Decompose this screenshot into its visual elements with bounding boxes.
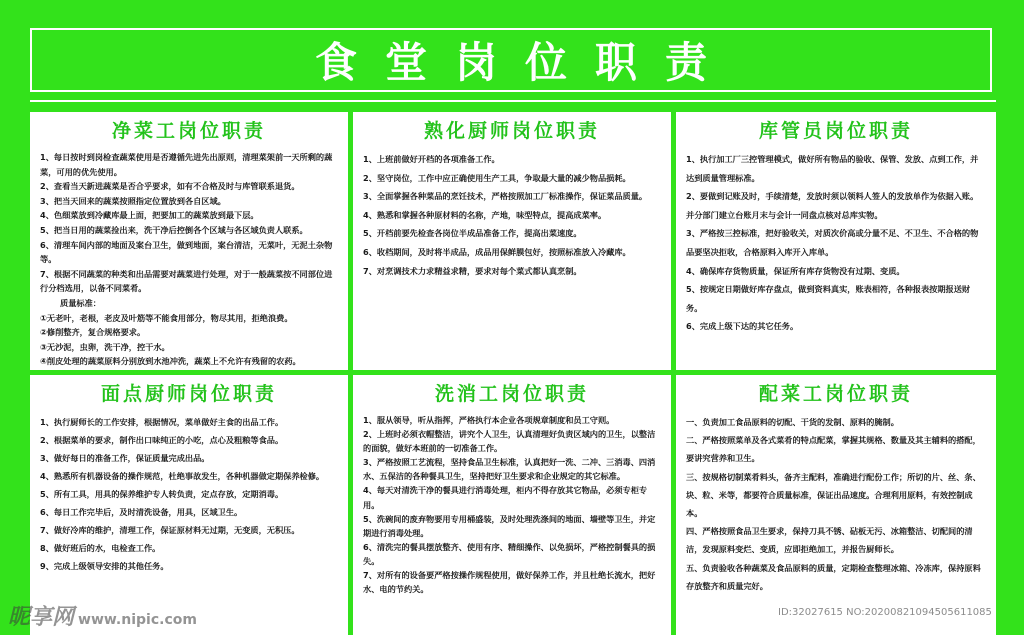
duty-line: 6、清理车间内部的地面及案台卫生，做到地面，案台清洁，无菜叶，无泥土杂物等。 [40, 239, 333, 265]
panel-heading: 库管员岗位职责 [758, 120, 913, 142]
duty-line: 1、每日按时到岗检查蔬菜使用是否遵循先进先出原则，清理菜架前一天所剩的蔬菜，可用的优先使用。 [40, 152, 333, 177]
panel-shuhua-chushi [353, 112, 671, 370]
watermark [8, 600, 197, 631]
duty-line: 6、完成上级下达的其它任务。 [686, 321, 799, 332]
duty-line: 3、严格按三控标准，把好验收关，对质次价高或分量不足、不卫生、不合格的物品要坚决拒收，合格原料入库开入库单。 [686, 228, 979, 257]
duty-line: 1、上班前做好开档的各项准备工作。 [363, 154, 500, 164]
duty-line: 一、负责加工食品原料的切配、干货的发制、原料的腌制。 [686, 417, 899, 427]
duty-line: ④削皮处理的蔬菜原料分别放到水池冲洗，蔬菜上不允许有残留的农药。 [40, 356, 301, 367]
duty-line: 8、做好班后的水，电检查工作。 [40, 543, 161, 553]
title-divider [30, 100, 996, 102]
duty-line: 2、上班时必须衣帽整洁，讲究个人卫生，认真清理好负责区域内的卫生，以整洁的面貌，做好本班前的一切准备工作。 [363, 429, 656, 454]
duty-line: 1、服从领导，听从指挥，严格执行本企业各项规章制度和员工守则。 [363, 415, 615, 425]
duty-line: 五、负责验收各种蔬菜及食品原料的质量，定期检查整理冰箱、冷冻库，保持原料存放整齐和质量完好。 [686, 562, 981, 591]
duty-line: 6、清洗完的餐具摆放整齐、使用有序、精细操作、以免损坏，严格控制餐具的损失。 [363, 541, 656, 566]
duty-list [363, 413, 661, 596]
duty-line: 1、执行厨师长的工作安排，根据情况，菜单做好主食的出品工作。 [40, 417, 284, 427]
duty-line: 7、做好冷库的维护，清理工作，保证原材料无过期，无变质，无积压。 [40, 525, 300, 535]
duty-line: 3、把当天回来的蔬菜按照指定位置放到各自区域。 [40, 195, 226, 206]
duty-list [363, 150, 661, 280]
duty-line: ②修削整齐，复合规格要求。 [40, 327, 146, 338]
duty-line: 9、完成上级领导安排的其他任务。 [40, 561, 169, 571]
panel-miandian-chushi [30, 375, 348, 635]
duty-line: 4、熟悉和掌握各种原材料的名称，产地，味型特点，提高成菜率。 [363, 209, 607, 220]
duty-line: 3、全面掌握各种菜品的烹饪技术，严格按照加工厂标准操作，保证菜品质量。 [363, 191, 648, 202]
panel-heading: 熟化厨师岗位职责 [423, 120, 600, 142]
duty-line: 7、对烹调技术力求精益求精，要求对每个菜式都认真烹制。 [363, 265, 582, 276]
image-id-stamp: ID:32027615 NO:20200821094505611085 [778, 607, 992, 618]
duty-line: 2、查看当天新进蔬菜是否合乎要求，如有不合格及时与库管联系退货。 [40, 181, 300, 192]
duty-line: 5、把当日用的蔬菜捡出来，洗干净后控倒各个区域与各区域负责人联系。 [40, 224, 308, 235]
title-banner [30, 28, 992, 92]
duty-line: 质量标准： [60, 297, 101, 308]
duty-list [686, 150, 986, 336]
duty-line: 2、坚守岗位，工作中应正确使用生产工具，争取最大量的减少物品损耗。 [363, 172, 631, 183]
duty-line: 6、收档期间，及时将半成品，成品用保鲜膜包好，按照标准放入冷藏库。 [363, 246, 631, 257]
duty-line: 5、洗碗间的废弃物要用专用桶盛装，及时处理洗涤间的地面、墙壁等卫生，并定期进行消毒处理。 [363, 513, 656, 538]
duty-line: 3、做好每日的准备工作，保证质量完成出品。 [40, 453, 210, 463]
duty-line: 5、所有工具，用具的保养维护专人转负责，定点存放，定期消毒。 [40, 489, 284, 499]
duty-line: ①无老叶，老根，老皮及叶筋等不能食用部分，物尽其用，拒绝浪费。 [40, 312, 293, 323]
duty-line: 2、根据菜单的要求，制作出口味纯正的小吃，点心及粗粮等食品。 [40, 435, 284, 445]
duty-line: 5、开档前要先检查各岗位半成品准备工作，提高出菜速度。 [363, 228, 582, 239]
duty-line: 7、对所有的设备要严格按操作规程使用，做好保养工作，并且杜绝长流水，把好水、电的节约关。 [363, 570, 656, 595]
duty-line: 4、熟悉所有机器设备的操作规范，杜绝事故发生，各种机器做定期保养检修。 [40, 471, 325, 481]
duty-line: 6、每日工作完毕后，及时清洗设备，用具，区域卫生。 [40, 507, 243, 517]
duty-line: 4、确保库存货物质量，保证所有库存货物没有过期、变质。 [686, 265, 905, 276]
duty-line: 三、按规格切制菜肴料头，备齐主配料，准确进行配份工作；所切的片、丝、条、块、粒、米等，都要符合质量标准，保证出品速度。合理利用原料，有效控制成本。 [686, 471, 981, 519]
duty-line: ③无沙泥，虫卵，洗干净，控干水。 [40, 341, 170, 352]
panel-heading: 洗消工岗位职责 [434, 383, 589, 405]
watermark-url: www.nipic.com [78, 612, 197, 628]
duty-list [40, 150, 338, 369]
panel-kuguanyuan [676, 112, 996, 370]
watermark-brand: 昵享网 [8, 605, 75, 630]
duty-line: 2、要做到记账及时，手续清楚，发放时须以领料人签人的发放单作为依据入账。并分部门建立台账月末与会计一同盘点核对总库实物。 [686, 191, 979, 220]
panel-heading: 净菜工岗位职责 [111, 120, 266, 142]
duty-line: 7、根据不同蔬菜的种类和出品需要对蔬菜进行处理，对于一般蔬菜按不同部位进行分档选用，以备不同菜肴。 [40, 268, 333, 294]
duty-line: 3、严格按照工艺流程，坚持食品卫生标准，认真把好一洗、二冲、三消毒、四消水、五保洁的各种餐具卫生，坚持把好卫生要求和企业规定的其它标准。 [363, 457, 656, 482]
duty-line: 四、严格按照食品卫生要求，保持刀具不锈、砧板无污、冰箱整洁、切配间的清洁，发现原料变烂、变质，应即拒绝加工，并报告厨师长。 [686, 526, 973, 555]
duty-line: 二、严格按照菜单及各式菜肴的特点配菜，掌握其规格、数量及其主辅料的搭配，要讲究营养和卫生。 [686, 435, 981, 464]
panel-heading: 配菜工岗位职责 [758, 383, 913, 405]
panel-jingcaigong [30, 112, 348, 370]
panel-peicaigong [676, 375, 996, 635]
duty-line: 1、执行加工厂三控管理模式，做好所有物品的验收、保管、发放、点到工作，并达到质量管理标准。 [686, 154, 979, 183]
panel-xixiaogong [353, 375, 671, 635]
panel-heading: 面点厨师岗位职责 [100, 383, 277, 405]
page-title: 食堂岗位职责 [314, 38, 735, 87]
duty-line: 4、每天对清洗干净的餐具进行消毒处理，柜内不得存放其它物品，必须专柜专用。 [363, 485, 648, 510]
duty-line: 4、色细菜放到冷藏库最上面，把要加工的蔬菜放到最下层。 [40, 210, 259, 221]
duty-line: 5、按规定日期做好库存盘点，做到资料真实，账表相符，各种报表按期报送财务。 [686, 284, 971, 313]
duty-list [686, 413, 986, 595]
duty-list [40, 413, 338, 575]
